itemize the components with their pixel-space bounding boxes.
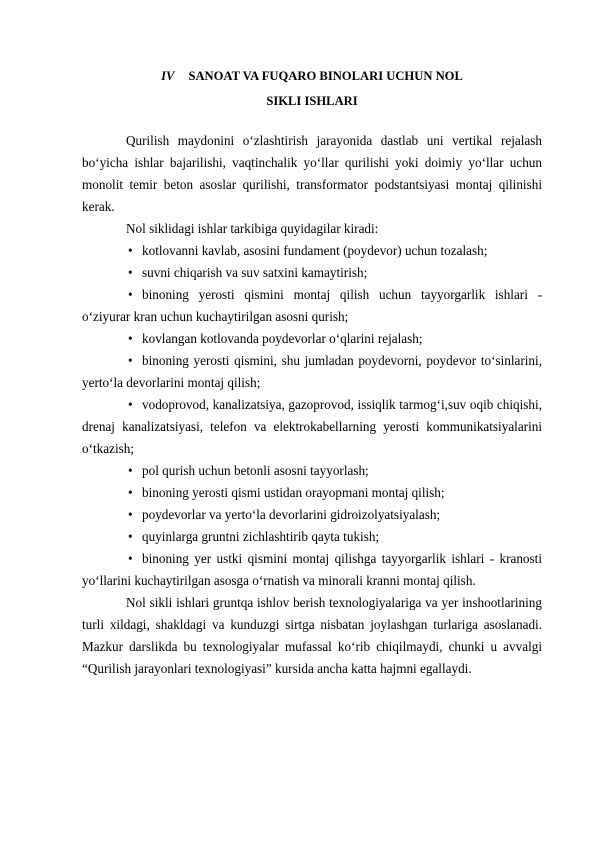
bullet-icon: • [128, 485, 133, 500]
section-heading [82, 66, 542, 86]
list-item [82, 482, 542, 504]
section-body [82, 130, 542, 680]
intro-paragraph: Qurilish maydonini o‘zlashtirish jarayonida dastlab uni vertikal rejalash bo‘yicha ishlar bajarilishi, vaqtinchalik yo‘llar qurilishi yoki doimiy yo‘llar uchun monolit temir beton asoslar qurilishi, transformator podstantsiyasi montaj qilinishi kerak. [82, 133, 542, 214]
list-item [82, 504, 542, 526]
list-item-text: suvni chiqarish va suv satxini kamaytirish; [142, 265, 368, 280]
section-title-line-1: SANOAT VA FUQARO BINOLARI UCHUN NOL [188, 69, 463, 83]
list-item-text: binoning yer ustki qismini montaj qilishga tayyorgarlik ishlari - kranosti yo‘llarini kuchaytirilgan asosga o‘rnatish va minorali kranni montaj qilish. [82, 551, 542, 588]
list-item [82, 284, 542, 328]
bullet-icon: • [128, 331, 133, 346]
list-item [82, 240, 542, 262]
list-item-text: quyinlarga gruntni zichlashtirib qayta tukish; [142, 529, 380, 544]
bullet-icon: • [128, 353, 133, 368]
list-item [82, 460, 542, 482]
bullet-icon: • [128, 463, 133, 478]
bullet-icon: • [128, 507, 133, 522]
list-item-text: binoning yerosti qismini, shu jumladan poydevorni, poydevor to‘sinlarini, yerto‘la devorlarini montaj qilish; [82, 353, 542, 390]
list-item [82, 526, 542, 548]
list-item [82, 350, 542, 394]
list-item [82, 548, 542, 592]
bullet-icon: • [128, 529, 133, 544]
list-item-text: kotlovanni kavlab, asosini fundament (poydevor) uchun tozalash; [142, 243, 488, 258]
list-item-text: binoning yerosti qismini montaj qilish uchun tayyorgarlik ishlari - o‘ziyurar kran uchun kuchaytirilgan asosni qurish; [82, 287, 542, 324]
list-item [82, 262, 542, 284]
list-intro-paragraph: Nol siklidagi ishlar tarkibiga quyidagilar kiradi: [126, 221, 379, 236]
bullet-icon: • [128, 397, 133, 412]
list-item-text: pol qurish uchun betonli asosni tayyorlash; [142, 463, 369, 478]
list-item-text: binoning yerosti qismi ustidan orayopmani montaj qilish; [142, 485, 445, 500]
section-number: IV [161, 69, 175, 83]
section-title-line-2: SIKLI ISHLARI [266, 94, 358, 108]
bullet-icon: • [128, 265, 133, 280]
bullet-icon: • [128, 551, 133, 566]
closing-paragraph: Nol sikli ishlari gruntqa ishlov berish texnologiyalariga va yer inshootlarining turli xildagi, shakldagi va kunduzgi sirtga nisbatan joylashgan turlariga asoslanadi. Mazkur darslikda bu texnologiyalar mufassal ko‘rib chiqilmaydi, chunki u avvalgi “Qurilish jarayonlari texnologiyasi” kursida ancha katta hajmni egallaydi. [82, 595, 542, 676]
list-item [82, 394, 542, 460]
section-heading-continued [82, 91, 542, 111]
bullet-icon: • [128, 287, 133, 302]
list-item-text: kovlangan kotlovanda poydevorlar o‘qlarini rejalash; [142, 331, 423, 346]
list-item-text: vodoprovod, kanalizatsiya, gazoprovod, issiqlik tarmog‘i,suv oqib chiqishi, drenaj kanalizatsiyasi, telefon va elektrokabellarning yerosti kommunikatsiyalarini o‘tkazish; [82, 397, 542, 456]
list-item [82, 328, 542, 350]
bullet-icon: • [128, 243, 133, 258]
list-item-text: poydevorlar va yerto‘la devorlarini gidroizolyatsiyalash; [142, 507, 441, 522]
